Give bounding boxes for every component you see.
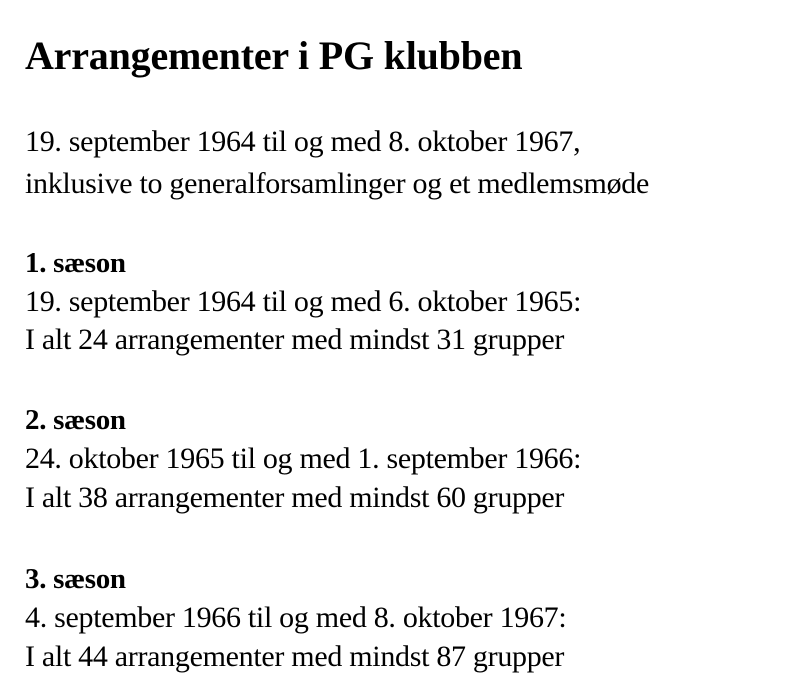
intro-line-1: 19. september 1964 til og med 8. oktober 1967, (25, 125, 581, 158)
season-1-period: 19. september 1964 til og med 6. oktober 1965: (25, 285, 582, 318)
season-3-heading: 3. sæson (25, 563, 126, 595)
intro-line-2: inklusive to generalforsamlinger og et medlemsmøde (25, 167, 649, 200)
page-title: Arrangementer i PG klubben (25, 33, 523, 78)
season-1-heading: 1. sæson (25, 247, 126, 279)
season-3-summary: I alt 44 arrangementer med mindst 87 grupper (25, 640, 565, 673)
season-2-period: 24. oktober 1965 til og med 1. september 1966: (25, 442, 582, 475)
season-2-heading: 2. sæson (25, 404, 126, 436)
season-1-summary: I alt 24 arrangementer med mindst 31 grupper (25, 323, 565, 356)
season-2-summary: I alt 38 arrangementer med mindst 60 grupper (25, 481, 565, 514)
season-3-period: 4. september 1966 til og med 8. oktober 1967: (25, 601, 567, 634)
